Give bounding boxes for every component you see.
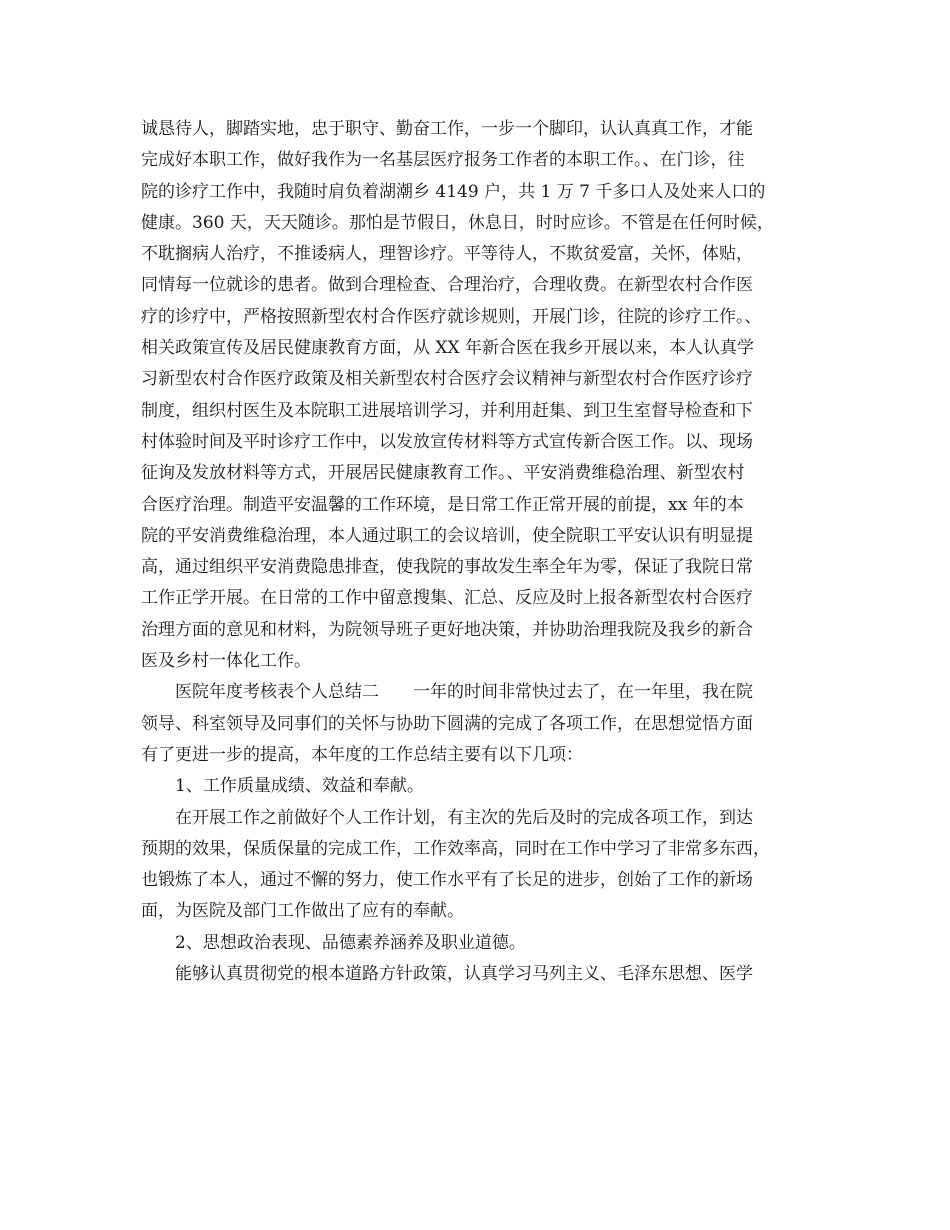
text-line: 征询及发放材料等方式，开展居民健康教育工作。、平安消费维稳治理、新型农村 bbox=[141, 463, 745, 484]
text-line: 村体验时间及平时诊疗工作中，以发放宣传材料等方式宣传新合医工作。以、现场 bbox=[141, 431, 753, 452]
text-line: 院的平安消费维稳治理，本人通过职工的会议培训，使全院职工平安认识有明显提 bbox=[141, 525, 753, 546]
text-line: 相关政策宣传及居民健康教育方面，从 XX 年新合医在我乡开展以来，本人认真学 bbox=[141, 338, 755, 359]
text-line: 在开展工作之前做好个人工作计划，有主次的先后及时的完成各项工作，到达 bbox=[175, 807, 753, 828]
text-line: 有了更进一步的提高，本年度的工作总结主要有以下几项： bbox=[141, 744, 583, 765]
text-line: 疗的诊疗中，严格按照新型农村合作医疗就诊规则，开展门诊，往院的诊疗工作。、 bbox=[141, 306, 762, 327]
text-line: 也锻炼了本人，通过不懈的努力，使工作水平有了长足的进步，创始了工作的新场 bbox=[141, 870, 753, 891]
text-line: 合医疗治理。制造平安温馨的工作环境，是日常工作正常开展的前提，xx 年的本 bbox=[141, 494, 744, 515]
text-line: 领导、科室领导及同事们的关怀与协助下圆满的完成了各项工作，在思想觉悟方面 bbox=[141, 713, 753, 734]
text-line: 同情每一位就诊的患者。做到合理检查、合理治疗，合理收费。在新型农村合作医 bbox=[141, 275, 753, 296]
text-line: 完成好本职工作，做好我作为一名基层医疗报务工作者的本职工作。、在门诊，往 bbox=[141, 150, 745, 171]
text-line: 诚恳待人，脚踏实地，忠于职守、勤奋工作，一步一个脚印，认认真真工作，才能 bbox=[141, 119, 753, 139]
text-line: 制度，组织村医生及本院职工进展培训学习，并利用赶集、到卫生室督导检查和下 bbox=[141, 400, 753, 421]
numbered-item-1: 1、工作质量成绩、效益和奉献。 bbox=[175, 776, 424, 797]
text-line: 能够认真贯彻党的根本道路方针政策，认真学习马列主义、毛泽东思想、医学 bbox=[175, 964, 753, 985]
text-line: 治理方面的意见和材料，为院领导班子更好地决策，并协助治理我院及我乡的新合 bbox=[141, 619, 753, 640]
text-line: 院的诊疗工作中，我随时肩负着湖潮乡 4149 户，共 1 万 7 千多口人及处来人口的 bbox=[141, 181, 766, 202]
text-line: 面，为医院及部门工作做出了应有的奉献。 bbox=[141, 901, 464, 922]
text-line: 医及乡村一体化工作。 bbox=[141, 651, 311, 672]
text-line: 习新型农村合作医疗政策及相关新型农村合医疗会议精神与新型农村合作医疗诊疗 bbox=[141, 369, 753, 390]
text-line: 健康。360 天，天天随诊。那怕是节假日，休息日，时时应诊。不管是在任何时候， bbox=[141, 212, 774, 233]
text-line: 工作正学开展。在日常的工作中留意搜集、汇总、反应及时上报各新型农村合医疗 bbox=[141, 588, 753, 609]
body-text bbox=[141, 114, 821, 990]
text-line: 高，通过组织平安消费隐患排查，使我院的事故发生率全年为零，保证了我院日常 bbox=[141, 557, 753, 578]
section-heading-line: 医院年度考核表个人总结二 一年的时间非常快过去了，在一年里，我在院 bbox=[175, 682, 753, 703]
numbered-item-2: 2、思想政治表现、品德素养涵养及职业道德。 bbox=[175, 932, 526, 953]
text-line: 不耽搁病人治疗，不推诿病人，理智诊疗。平等待人，不欺贫爱富，关怀，体贴， bbox=[141, 244, 753, 265]
text-line: 预期的效果，保质保量的完成工作，工作效率高，同时在工作中学习了非常多东西， bbox=[141, 838, 770, 859]
